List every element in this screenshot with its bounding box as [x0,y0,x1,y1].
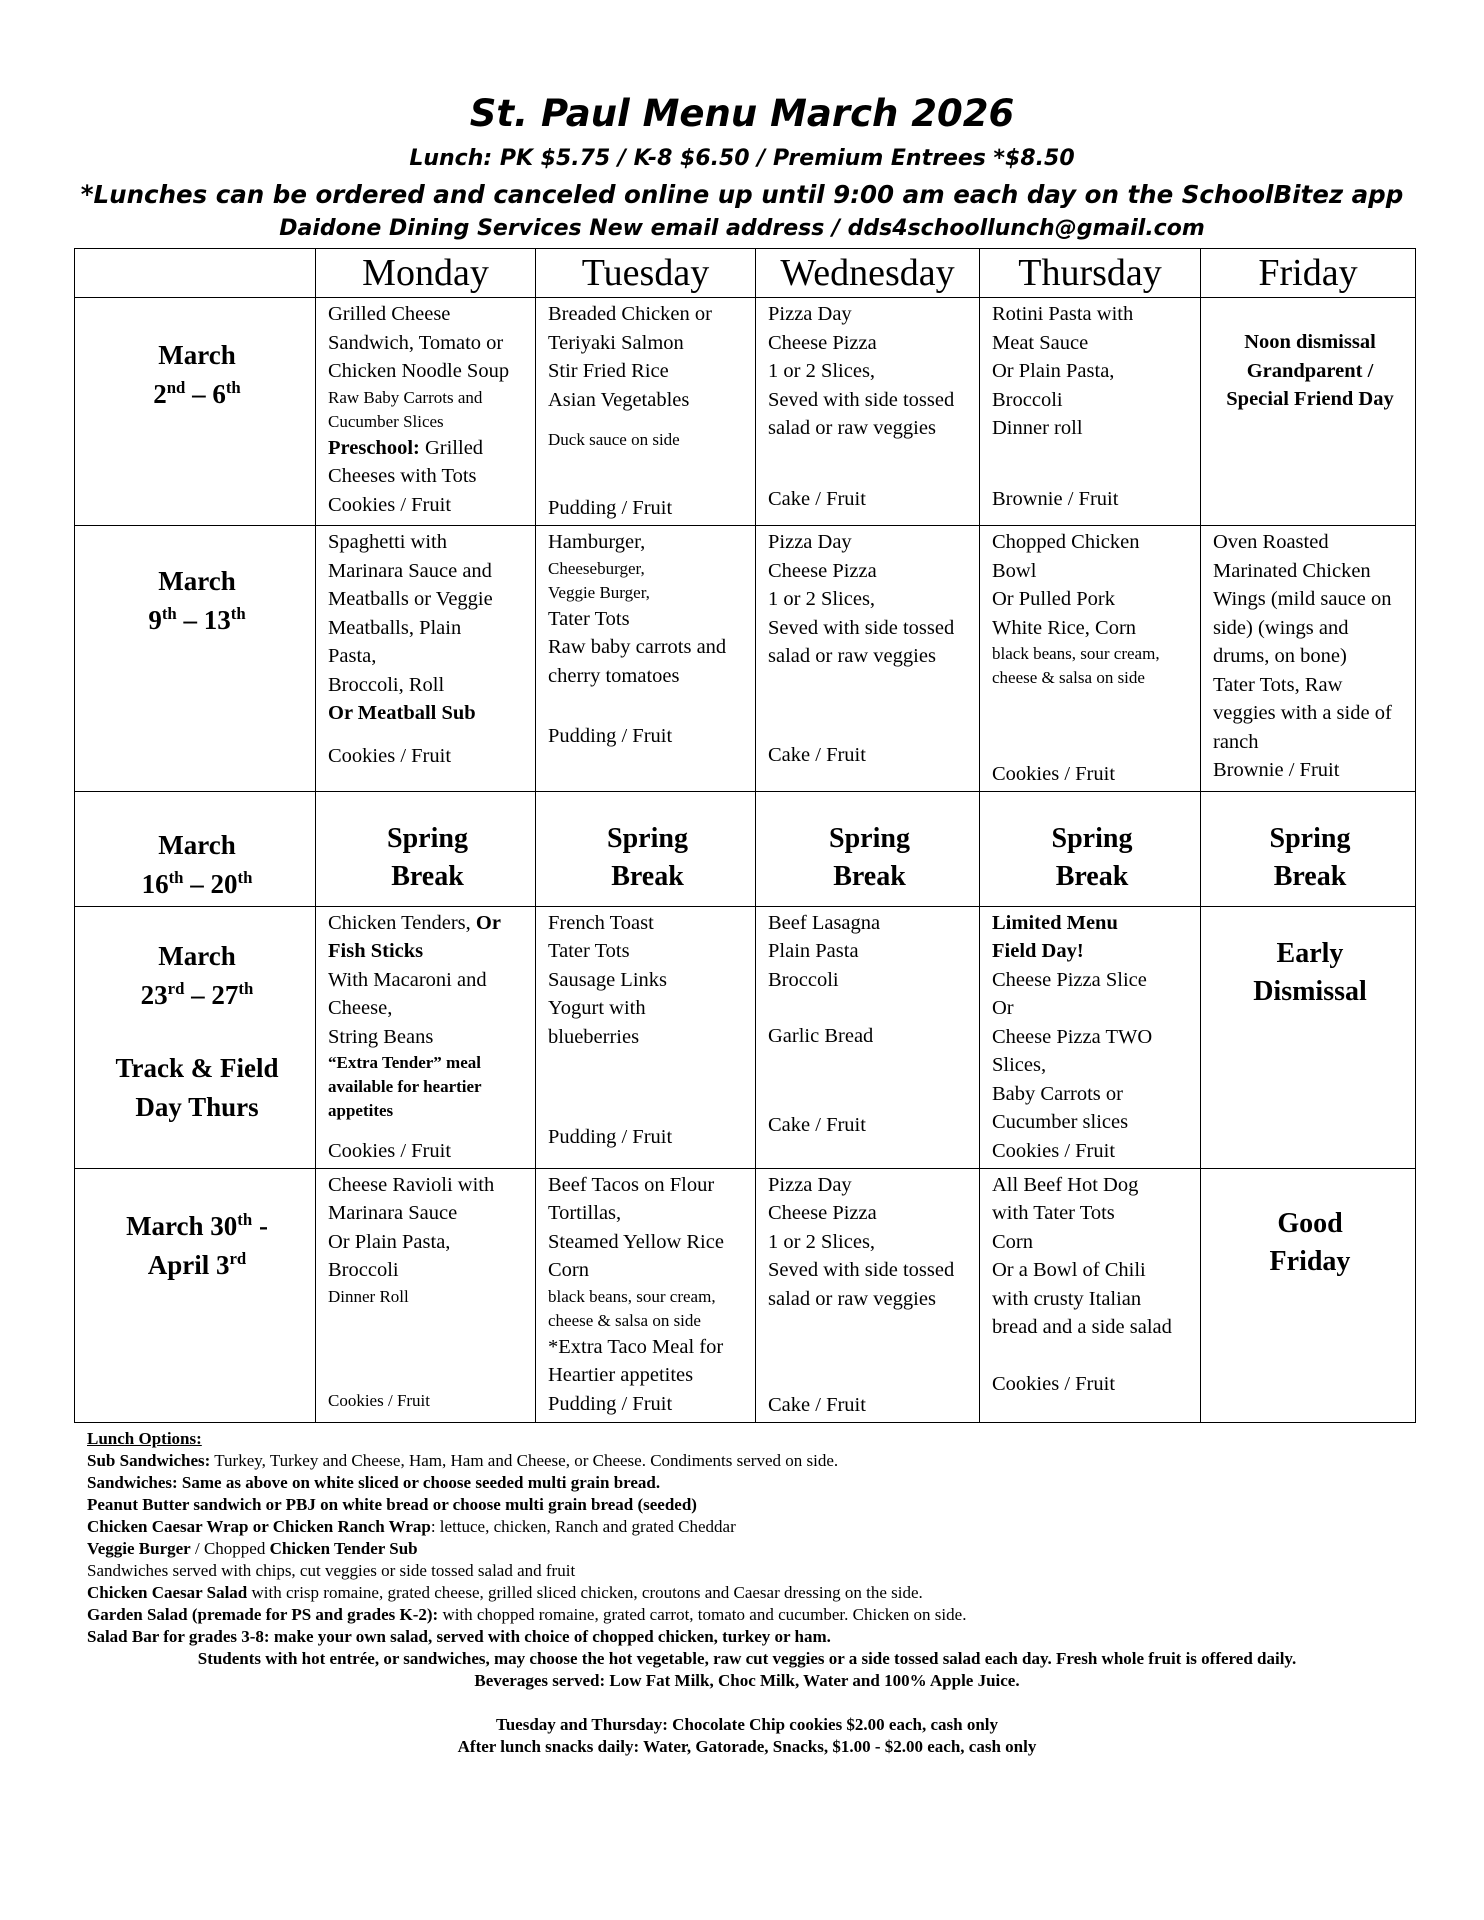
menu-item: Baby Carrots or [992,1082,1123,1105]
menu-item: Preschool: Grilled [328,436,484,459]
option-wraps: Chicken Caesar Wrap or Chicken Ranch Wrap: lettuce, chicken, Ranch and grated Cheddar [87,1517,736,1536]
option-sub-sandwiches: Sub Sandwiches: Turkey, Turkey and Cheese, Ham, Ham and Cheese, or Cheese. Condiments served on side. [87,1451,839,1470]
menu-cell-wednesday [756,1168,980,1422]
menu-item: Oven Roasted [1213,531,1329,553]
menu-cell-monday [316,1168,536,1422]
menu-item: Marinara Sauce [328,1202,458,1224]
menu-cell-friday [1201,791,1416,906]
week-month: March [158,340,236,370]
week-range: 9th – 13th [148,604,246,635]
week-range: 16th – 20th [141,867,253,899]
spring-break-label: Break [1055,860,1129,892]
week-month: March [158,829,236,860]
menu-item: Cheese, [328,997,393,1019]
menu-item: Corn [992,1230,1033,1253]
spring-break-label: Spring [1051,822,1133,854]
menu-note: Good [1277,1207,1343,1239]
menu-cell-monday [316,298,536,526]
day-header-friday: Friday [1201,249,1416,298]
menu-item: Grilled Cheese [328,303,451,325]
week-row [75,526,1416,792]
menu-item: Garlic Bread [768,1025,874,1047]
menu-cell-thursday [980,791,1201,906]
cookies-note: Tuesday and Thursday: Chocolate Chip cookies $2.00 each, cash only [495,1715,999,1734]
week-event: Day Thurs [135,1091,259,1122]
spring-break-label: Break [611,860,684,892]
snacks-note: After lunch snacks daily: Water, Gatorade, Snacks, $1.00 - $2.00 each, cash only [457,1737,1037,1756]
menu-item: White Rice, Corn [992,616,1137,639]
lunch-options [87,1428,1407,1758]
menu-item: Seved with side tossed [768,388,955,411]
menu-dessert: Pudding / Fruit [548,1392,673,1415]
menu-dessert: Cookies / Fruit [328,1140,452,1162]
menu-item: Asian Vegetables [548,388,690,411]
week-row [75,1168,1416,1422]
day-header-wednesday: Wednesday [756,249,980,298]
menu-cell-tuesday [536,526,756,792]
menu-dessert: Pudding / Fruit [548,1126,673,1148]
menu-cell-tuesday [536,1168,756,1422]
menu-item: Teriyaki Salmon [548,331,684,354]
menu-item: cheese & salsa on side [992,668,1145,687]
menu-item: Broccoli, Roll [328,673,445,696]
menu-item: Cheese Pizza TWO [992,1025,1153,1048]
menu-item: Tater Tots, Raw [1213,673,1343,696]
menu-item: salad or raw veggies [768,1287,936,1310]
menu-item: Plain Pasta [768,940,859,962]
menu-item: Steamed Yellow Rice [548,1230,724,1253]
menu-item: Meatballs, Plain [328,616,462,639]
week-range-start: March 30th - [126,1209,268,1241]
menu-cell-tuesday [536,791,756,906]
menu-dessert: Brownie / Fruit [1213,759,1340,781]
spring-break-label: Spring [607,822,688,854]
week-month: March [158,566,236,596]
menu-dessert: Cake / Fruit [768,1113,866,1136]
menu-item: Or Plain Pasta, [992,360,1115,382]
menu-item: Pasta, [328,645,377,667]
students-note: Students with hot entrée, or sandwiches, may choose the hot vegetable, raw cut veggies or a side tossed salad each day. Fresh whole fruit is offered daily. [197,1649,1297,1668]
corner-cell [75,249,316,298]
menu-item: Chicken Noodle Soup [328,360,510,382]
menu-item: Spaghetti with [328,531,448,553]
menu-note: Special Friend Day [1226,388,1394,410]
menu-item: Or Pulled Pork [992,588,1115,610]
menu-item: Stir Fried Rice [548,360,669,382]
menu-note: Grandparent / [1246,359,1374,382]
option-salad-bar: Salad Bar for grades 3-8: make your own salad, served with choice of chopped chicken, turkey or ham. [87,1627,831,1646]
spring-break-label: Spring [1269,822,1351,854]
menu-dessert: Cake / Fruit [768,1394,866,1416]
menu-item: Chopped Chicken [992,531,1140,553]
beverages-note: Beverages served: Low Fat Milk, Choc Milk, Water and 100% Apple Juice. [474,1671,1020,1690]
menu-item: with crusty Italian [992,1287,1142,1310]
option-sides-note: Sandwiches served with chips, cut veggies or side tossed salad and fruit [87,1561,576,1580]
menu-item: 1 or 2 Slices, [768,588,876,610]
menu-item: Tortillas, [548,1202,622,1224]
menu-item: Heartier appetites [548,1364,694,1386]
menu-item: Or a Bowl of Chili [992,1259,1146,1281]
menu-dessert: Cookies / Fruit [992,1372,1116,1395]
menu-cell-wednesday [756,906,980,1168]
menu-item: Broccoli [328,1259,399,1281]
menu-item: side) (wings and [1213,616,1349,639]
menu-dessert: Cookies / Fruit [328,493,452,516]
menu-item: veggies with a side of [1213,702,1392,724]
menu-item: black beans, sour cream, [992,644,1160,663]
menu-item: Bowl [992,559,1037,582]
menu-item: Cheese Ravioli with [328,1173,495,1196]
menu-item: Pizza Day [768,531,852,553]
menu-cell-thursday [980,906,1201,1168]
week-month: March [158,940,236,971]
menu-note: Early [1276,937,1344,969]
menu-item: Seved with side tossed [768,616,955,639]
week-label [75,906,316,1168]
week-row [75,906,1416,1168]
menu-item: salad or raw veggies [768,645,936,667]
menu-table [74,248,1416,1423]
menu-item: cheese & salsa on side [548,1310,701,1330]
email-note: Daidone Dining Services New email address / dds4schoollunch@gmail.com [279,216,1205,241]
menu-item: Raw Baby Carrots and [328,387,483,407]
menu-item: *Extra Taco Meal for [548,1335,724,1358]
menu-item: black beans, sour cream, [548,1286,716,1306]
menu-item: Fish Sticks [328,940,424,962]
week-label [75,298,316,526]
spring-break-label: Spring [829,822,910,854]
menu-item: Marinated Chicken [1213,559,1371,582]
option-caesar-salad: Chicken Caesar Salad with crisp romaine, grated cheese, grilled sliced chicken, croutons and Caesar dressing on the side. [87,1583,923,1602]
menu-item: 1 or 2 Slices, [768,360,876,382]
menu-item: Wings (mild sauce on [1213,588,1392,610]
spring-break-label: Spring [387,822,468,854]
week-row [75,298,1416,526]
week-range: 23rd – 27th [140,978,254,1010]
day-header-row [75,249,1416,298]
menu-item: Broccoli [768,968,839,991]
ordering-note: *Lunches can be ordered and canceled online up until 9:00 am each day on the SchoolBitez app [80,180,1404,209]
menu-item: with Tater Tots [992,1202,1115,1224]
menu-item: Hamburger, [548,531,646,553]
menu-item: Chicken Tenders, Or [328,911,501,934]
menu-item: ranch [1213,730,1259,753]
menu-item: Sausage Links [548,968,667,991]
menu-item: Raw baby carrots and [548,636,727,658]
menu-cell-tuesday [536,298,756,526]
menu-note: Noon dismissal [1244,331,1376,353]
menu-cell-friday [1201,298,1416,526]
day-header-thursday: Thursday [980,249,1201,298]
menu-item: Dinner roll [992,417,1083,439]
option-garden-salad: Garden Salad (premade for PS and grades K-2): with chopped romaine, grated carrot, tomato and cucumber. Chicken on side. [87,1605,967,1624]
menu-item: Tater Tots [548,940,630,962]
week-label [75,526,316,792]
price-line: Lunch: PK $5.75 / K-8 $6.50 / Premium Entrees *$8.50 [409,146,1075,171]
menu-dessert: Pudding / Fruit [548,497,673,519]
menu-cell-monday [316,906,536,1168]
day-header-monday: Monday [316,249,536,298]
menu-item: 1 or 2 Slices, [768,1230,876,1253]
menu-item: Broccoli [992,388,1063,411]
menu-item: Or [992,997,1014,1019]
menu-item: Meatballs or Veggie [328,588,493,610]
option-pbj: Peanut Butter sandwich or PBJ on white bread or choose multi grain bread (seeded) [87,1495,697,1514]
menu-item: Dinner Roll [328,1286,409,1306]
menu-cell-wednesday [756,791,980,906]
menu-item: Or Plain Pasta, [328,1230,451,1253]
menu-item: Limited Menu [992,911,1118,934]
week-label [75,791,316,906]
menu-note: Dismissal [1253,975,1367,1007]
menu-item: Pizza Day [768,303,852,325]
menu-item: Field Day! [992,940,1084,962]
spring-break-label: Break [833,860,906,892]
menu-cell-tuesday [536,906,756,1168]
menu-item: All Beef Hot Dog [992,1173,1139,1196]
menu-dessert: Cookies / Fruit [328,744,452,767]
menu-item: Or Meatball Sub [328,702,476,724]
menu-item: Cheeses with Tots [328,465,477,487]
menu-item: Cheese Pizza Slice [992,968,1147,991]
menu-dessert: Pudding / Fruit [548,725,673,747]
menu-note: Friday [1269,1245,1351,1277]
menu-cell-friday [1201,1168,1416,1422]
week-event: Track & Field [115,1052,279,1083]
menu-item: blueberries [548,1025,640,1048]
menu-cell-monday [316,791,536,906]
menu-cell-thursday [980,1168,1201,1422]
week-row [75,791,1416,906]
week-label [75,1168,316,1422]
menu-item: With Macaroni and [328,968,487,991]
menu-item: salad or raw veggies [768,417,936,439]
menu-item: Breaded Chicken or [548,303,712,325]
menu-item: Marinara Sauce and [328,559,492,582]
menu-item: bread and a side salad [992,1316,1172,1338]
menu-item: Cucumber slices [992,1111,1129,1133]
menu-item: Beef Tacos on Flour [548,1173,715,1196]
menu-dessert: Cake / Fruit [768,487,866,510]
menu-item: Sandwich, Tomato or [328,331,504,354]
menu-item: Cucumber Slices [328,411,444,431]
menu-dessert: Brownie / Fruit [992,487,1119,510]
menu-dessert: Cookies / Fruit [328,1390,431,1410]
menu-cell-thursday [980,526,1201,792]
menu-item: Tater Tots [548,607,630,630]
menu-item: Slices, [992,1054,1047,1076]
menu-item: Seved with side tossed [768,1259,955,1281]
week-range-end: April 3rd [147,1248,247,1280]
menu-item: String Beans [328,1025,434,1048]
menu-cell-wednesday [756,526,980,792]
week-range: 2nd – 6th [153,378,241,409]
menu-dessert: Cookies / Fruit [992,763,1116,785]
option-sandwiches: Sandwiches: Same as above on white sliced or choose seeded multi grain bread. [87,1473,661,1492]
menu-cell-friday [1201,906,1416,1168]
menu-item: Cheese Pizza [768,331,877,354]
menu-item: Veggie Burger, [548,582,650,602]
spring-break-label: Break [391,860,464,892]
menu-dessert: Cake / Fruit [768,743,866,766]
menu-item: Beef Lasagna [768,911,881,934]
menu-item: appetites [328,1101,394,1120]
menu-item: Cheese Pizza [768,1202,877,1224]
menu-item: drums, on bone) [1213,645,1347,667]
menu-item: “Extra Tender” meal [328,1053,481,1072]
option-veggie-burger: Veggie Burger / Chopped Chicken Tender Sub [87,1539,418,1558]
page-title: St. Paul Menu March 2026 [469,92,1015,135]
menu-item: available for heartier [328,1077,482,1096]
menu-item: Cheese Pizza [768,559,877,582]
menu-cell-friday [1201,526,1416,792]
menu-cell-wednesday [756,298,980,526]
day-header-tuesday: Tuesday [536,249,756,298]
menu-item: Rotini Pasta with [992,303,1134,325]
options-heading: Lunch Options: [87,1429,202,1448]
menu-cell-monday [316,526,536,792]
spring-break-label: Break [1273,860,1347,892]
menu-cell-thursday [980,298,1201,526]
menu-item: Duck sauce on side [548,430,680,449]
menu-item: Yogurt with [548,997,646,1019]
menu-item: Corn [548,1259,589,1281]
menu-item: Cheeseburger, [548,558,645,578]
menu-item: Meat Sauce [992,331,1089,354]
menu-item: cherry tomatoes [548,664,680,687]
menu-item: French Toast [548,911,654,934]
menu-dessert: Cookies / Fruit [992,1139,1116,1162]
menu-item: Pizza Day [768,1173,852,1196]
